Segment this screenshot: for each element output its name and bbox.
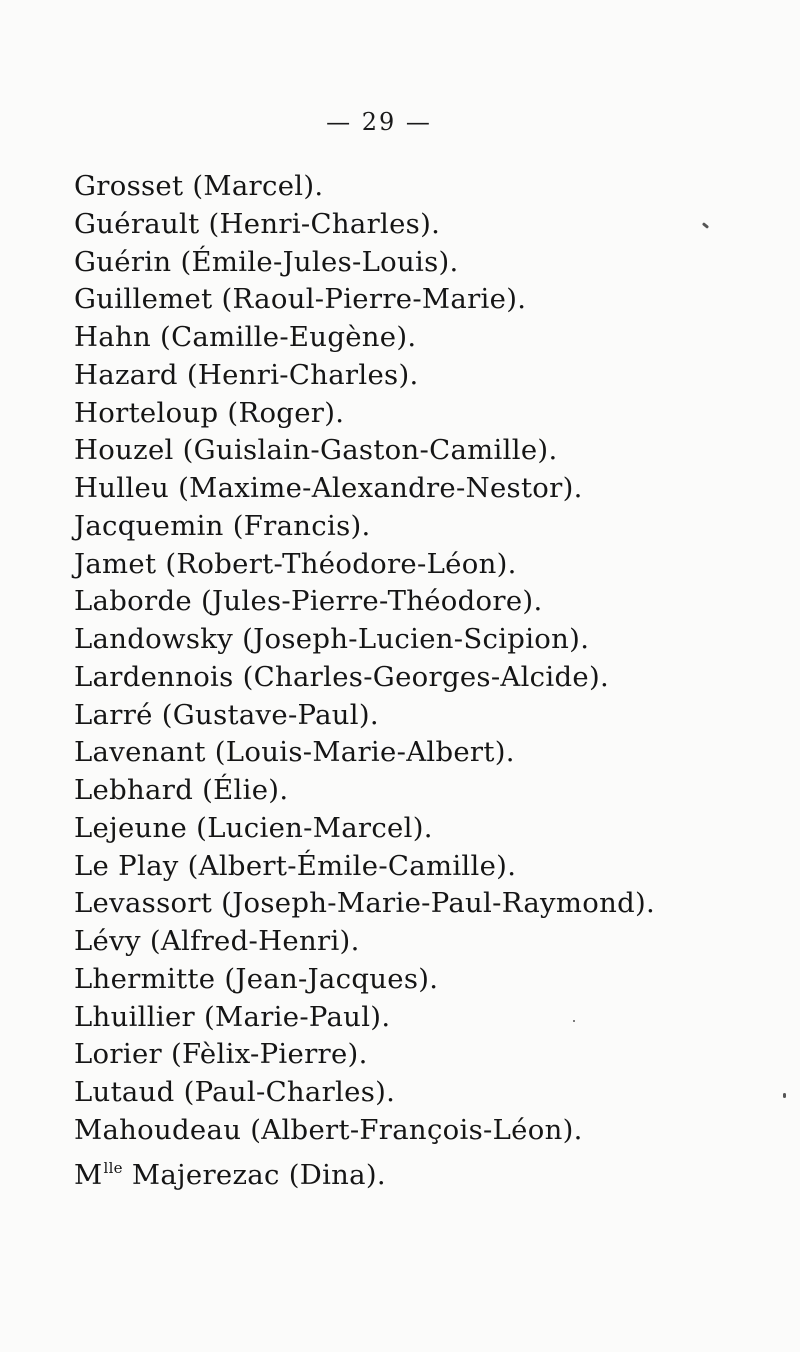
name-entry: Horteloup (Roger).	[74, 396, 345, 429]
name-entry: Levassort (Joseph-Marie-Paul-Raymond).	[74, 887, 656, 920]
name-entry: Guérin (Émile-Jules-Louis).	[74, 245, 459, 278]
print-speck	[573, 1020, 575, 1022]
name-entry: Jamet (Robert-Théodore-Léon).	[74, 547, 517, 580]
page-number: — 29 —	[326, 108, 432, 136]
print-speck	[783, 1093, 786, 1098]
name-entry: Lavenant (Louis-Marie-Albert).	[74, 736, 515, 769]
name-entry: Larré (Gustave-Paul).	[74, 698, 379, 731]
name-entry: Lhermitte (Jean-Jacques).	[74, 962, 439, 995]
name-entry: Le Play (Albert-Émile-Camille).	[74, 849, 517, 882]
title-prefix-superscript: lle	[103, 1158, 123, 1177]
name-entry: Lutaud (Paul-Charles).	[74, 1076, 396, 1108]
name-list	[74, 168, 656, 1191]
name-entry-text: Majerezac (Dina).	[131, 1158, 386, 1191]
name-entry: Guérault (Henri-Charles).	[74, 207, 441, 240]
name-entry: Jacquemin (Francis).	[74, 509, 371, 542]
title-prefix	[74, 1150, 123, 1195]
name-entry: Lardennois (Charles-Georges-Alcide).	[74, 660, 610, 693]
name-entry: Mahoudeau (Albert-François-Léon).	[74, 1113, 583, 1146]
name-entry: Hahn (Camille-Eugène).	[74, 321, 417, 353]
name-entry: Hazard (Henri-Charles).	[74, 358, 419, 391]
name-entry: Lebhard (Élie).	[74, 774, 289, 806]
name-entry: Lhuillier (Marie-Paul).	[74, 1000, 391, 1033]
name-entry: Grosset (Marcel).	[74, 170, 324, 202]
name-entry: Laborde (Jules-Pierre-Théodore).	[74, 585, 543, 618]
name-entry-last	[74, 1150, 655, 1191]
name-entry: Lorier (Fèlix-Pierre).	[74, 1038, 368, 1071]
name-entry: Landowsky (Joseph-Lucien-Scipion).	[74, 623, 590, 655]
print-speck	[702, 222, 709, 229]
name-entry: Hulleu (Maxime-Alexandre-Nestor).	[74, 472, 583, 504]
name-entry: Houzel (Guislain-Gaston-Camille).	[74, 434, 558, 467]
name-entry: Lejeune (Lucien-Marcel).	[74, 811, 433, 844]
name-entry: Guillemet (Raoul-Pierre-Marie).	[74, 283, 527, 316]
name-entry: Lévy (Alfred-Henri).	[74, 925, 360, 957]
title-prefix-letter: M	[74, 1158, 103, 1191]
